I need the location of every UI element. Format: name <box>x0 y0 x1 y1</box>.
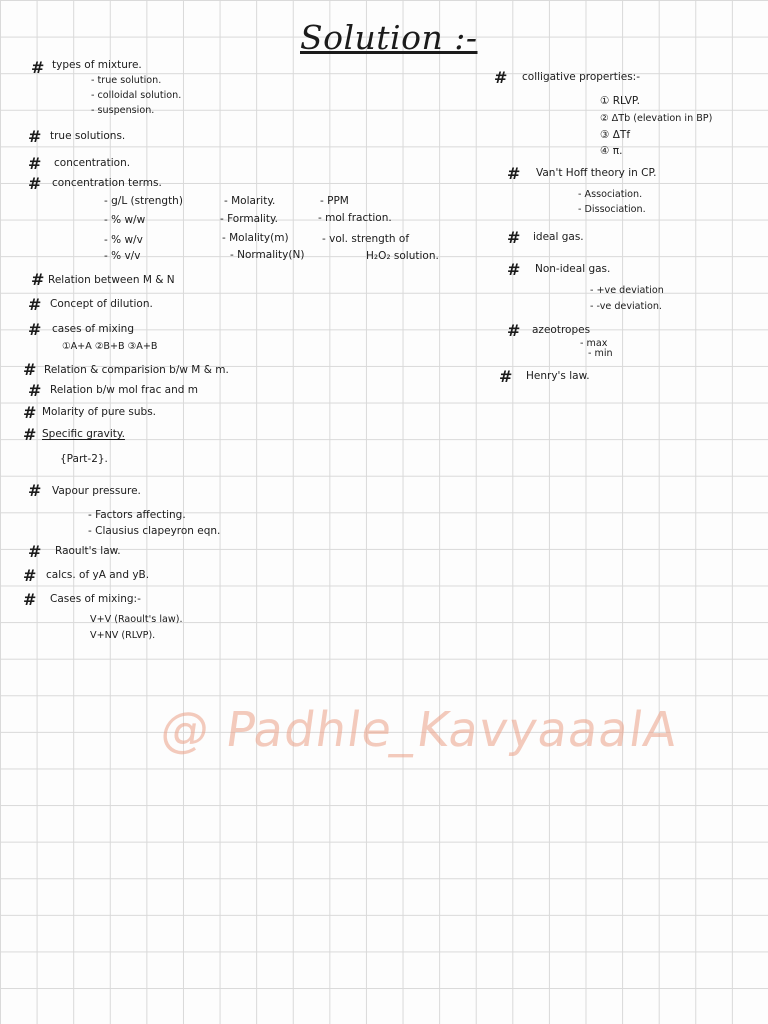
types-of-mixture: types of mixture. <box>52 59 142 71</box>
hash-symbol: # <box>23 425 37 444</box>
hash-symbol: # <box>28 127 42 146</box>
osmotic-pressure: ④ π. <box>600 145 623 157</box>
true-solutions: true solutions. <box>50 130 126 142</box>
hash-symbol: # <box>28 295 42 314</box>
hash-symbol: # <box>28 381 42 400</box>
relation-m-n: Relation between M & N <box>48 274 175 286</box>
rlvp: ① RLVP. <box>600 95 640 107</box>
normality: - Normality(N) <box>230 249 305 261</box>
azeotrope-max: - max <box>580 338 608 349</box>
percent-w-w: - % w/w <box>104 214 146 226</box>
h2o2-solution: H₂O₂ solution. <box>366 250 439 262</box>
percent-w-v: - % w/v <box>104 234 143 246</box>
clausius-clapeyron: - Clausius clapeyron eqn. <box>88 525 221 537</box>
hash-symbol: # <box>23 360 37 379</box>
raoults-law: Raoult's law. <box>55 545 121 557</box>
concentration-terms: concentration terms. <box>52 177 162 189</box>
hash-symbol: # <box>28 320 42 339</box>
hash-symbol: # <box>507 164 521 183</box>
hash-symbol: # <box>507 321 521 340</box>
hash-symbol: # <box>28 154 42 173</box>
part-2: {Part-2}. <box>60 453 108 465</box>
watermark-text: @ Padhle_KavyaaalA <box>157 702 682 758</box>
mixing-cases: ①A+A ②B+B ③A+B <box>62 341 158 352</box>
colloidal-solution: - colloidal solution. <box>91 90 182 101</box>
hash-symbol: # <box>23 403 37 422</box>
relation-comparison: Relation & comparision b/w M & m. <box>44 364 229 376</box>
molarity-pure-subs: Molarity of pure subs. <box>42 406 156 418</box>
hash-symbol: # <box>499 367 513 386</box>
relation-mol-frac: Relation b/w mol frac and m <box>50 384 198 396</box>
concentration: concentration. <box>54 157 131 169</box>
factors-affecting: - Factors affecting. <box>88 509 186 521</box>
suspension: - suspension. <box>91 105 155 116</box>
concept-of-dilution: Concept of dilution. <box>50 298 153 310</box>
vapour-pressure: Vapour pressure. <box>52 485 141 497</box>
hash-symbol: # <box>507 228 521 247</box>
hash-symbol: # <box>31 58 45 77</box>
hash-symbol: # <box>28 542 42 561</box>
hash-symbol: # <box>23 590 37 609</box>
ppm: - PPM <box>320 195 349 207</box>
calcs-ya-yb: calcs. of yA and yB. <box>46 569 150 581</box>
cases-of-mixing-2: Cases of mixing:- <box>50 593 141 605</box>
ideal-gas: ideal gas. <box>533 231 584 243</box>
g-l-strength: - g/L (strength) <box>104 195 183 207</box>
depression-fp: ③ ΔTf <box>600 129 631 141</box>
v-v-raoult: V+V (Raoult's law). <box>90 614 183 625</box>
elevation-bp: ② ΔTb (elevation in BP) <box>600 113 713 124</box>
page-title: Solution :- <box>300 18 478 57</box>
hash-symbol: # <box>23 566 37 585</box>
true-solution-item: - true solution. <box>91 75 162 86</box>
henrys-law: Henry's law. <box>526 370 590 382</box>
hash-symbol: # <box>28 174 42 193</box>
colligative-properties: colligative properties:- <box>522 71 641 83</box>
negative-deviation: - -ve deviation. <box>590 301 662 312</box>
positive-deviation: - +ve deviation <box>590 285 664 296</box>
hash-symbol: # <box>507 260 521 279</box>
cases-of-mixing: cases of mixing <box>52 323 135 335</box>
azeotropes: azeotropes <box>532 324 591 336</box>
mol-fraction: - mol fraction. <box>318 212 392 224</box>
hash-symbol: # <box>494 68 508 87</box>
vol-strength: - vol. strength of <box>322 233 410 245</box>
specific-gravity: Specific gravity. <box>42 428 125 440</box>
vant-hoff: Van't Hoff theory in CP. <box>536 167 657 179</box>
v-nv-rlvp: V+NV (RLVP). <box>90 630 156 641</box>
molality: - Molality(m) <box>222 232 289 244</box>
association: - Association. <box>578 189 643 200</box>
hash-symbol: # <box>28 481 42 500</box>
percent-v-v: - % v/v <box>104 250 141 262</box>
formality: - Formality. <box>220 213 279 225</box>
dissociation: - Dissociation. <box>578 204 646 215</box>
azeotrope-min: - min <box>588 348 613 359</box>
hash-symbol: # <box>31 270 45 289</box>
non-ideal-gas: Non-ideal gas. <box>535 263 611 275</box>
molarity: - Molarity. <box>224 195 276 207</box>
